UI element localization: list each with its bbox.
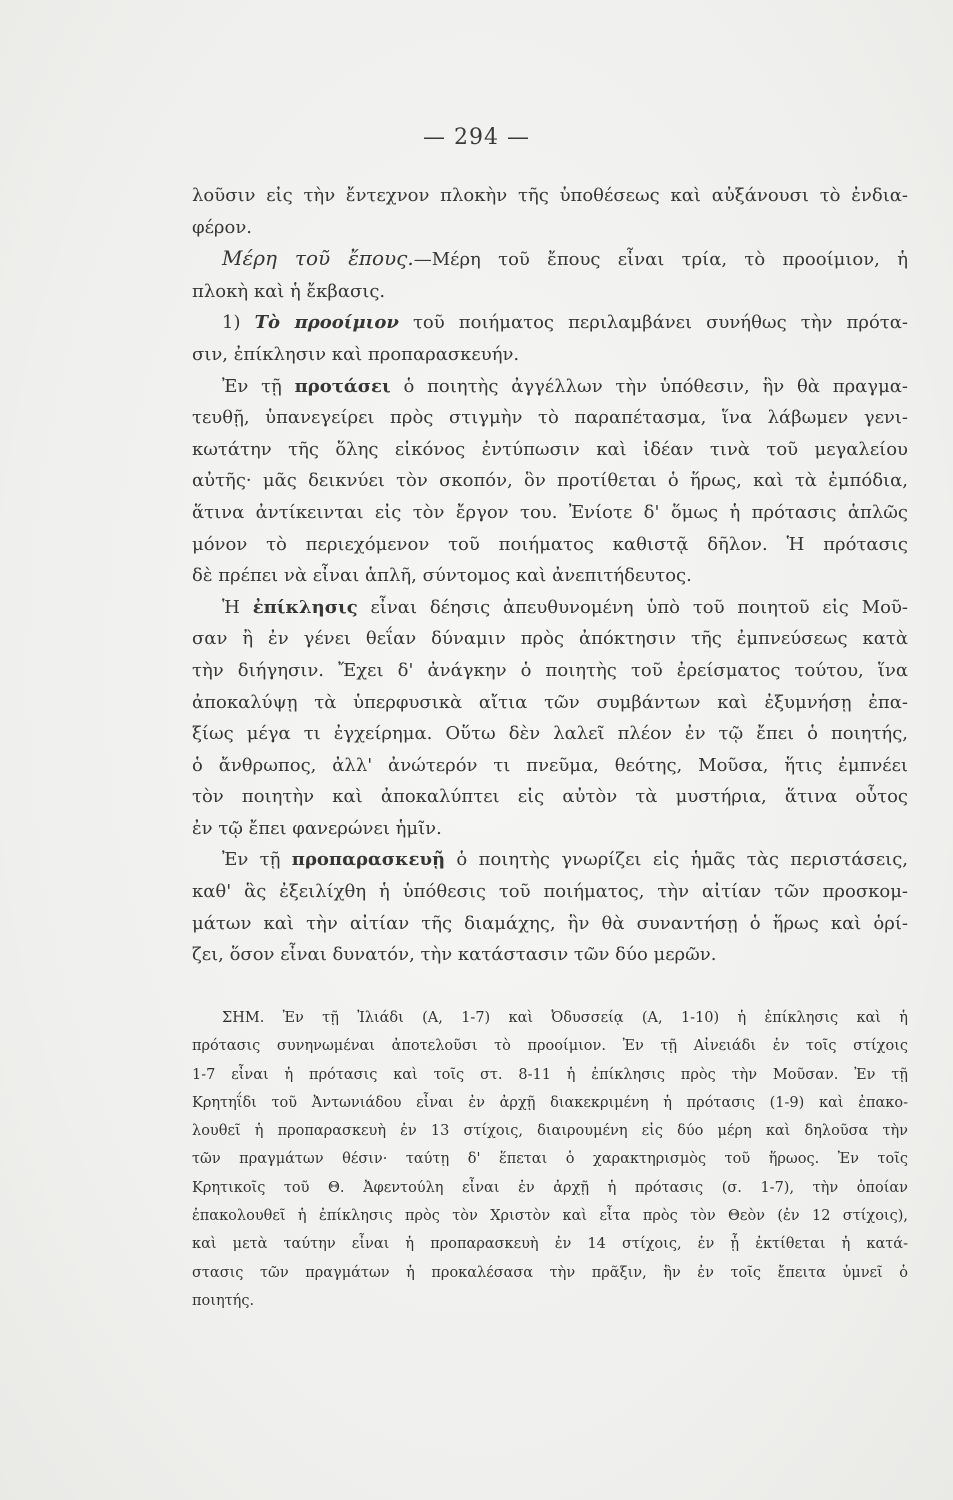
note-line: στασις τῶν πραγμάτων ἡ προκαλέσασα τὴν πρᾶξιν, ἣν ἐν τοῖς ἔπειτα ὑμνεῖ ὁ: [192, 1264, 908, 1281]
text-span: εἶναι δέησις ἀπευθυνομένη ὑπὸ τοῦ ποιητοῦ εἰς Μοῦ-: [357, 596, 908, 618]
text-line: [192, 592, 908, 624]
text-line: [192, 371, 908, 403]
text-line: τὸν ποιητὴν καὶ ἀποκαλύπτει εἰς αὐτὸν τὰ μυστήρια, ἅτινα οὗτος: [192, 786, 908, 808]
note-line: 1-7 εἶναι ἡ πρότασις καὶ τοῖς στ. 8-11 ἡ ἐπίκλησις πρὸς τὴν Μοῦσαν. Ἐν τῇ: [192, 1066, 908, 1083]
note-line: ἐπακολουθεῖ ἡ ἐπίκλησις πρὸς τὸν Χριστὸν καὶ εἶτα πρὸς τὸν Θεὸν (ἐν 12 στίχοις),: [192, 1208, 908, 1225]
term-proparaskevi: προπαρασκευῇ: [291, 849, 446, 871]
note-label: ΣΗΜ.: [222, 1010, 265, 1026]
note-line: [192, 1004, 908, 1032]
note-line: καὶ μετὰ ταύτην εἶναι ἡ προπαρασκευὴ ἐν 14 στίχοις, ἐν ᾗ ἐκτίθεται ἡ κατά-: [192, 1236, 908, 1253]
text-line: αὐτῆς· μᾶς δεικνύει τὸν σκοπόν, ὃν προτίθεται ὁ ἥρως, καὶ τὰ ἐμπόδια,: [192, 470, 908, 492]
text-span: ὁ ποιητὴς γνωρίζει εἰς ἡμᾶς τὰς περιστάσεις,: [445, 849, 909, 871]
term-epiklisis: ἐπίκλησις: [252, 596, 358, 618]
note-line: τῶν πραγμάτων θέσιν· ταύτῃ δ' ἕπεται ὁ χαρακτηρισμὸς τοῦ ἥρωος. Ἐν τοῖς: [192, 1151, 908, 1168]
note-line: πρότασις συνηνωμέναι ἀποτελοῦσι τὸ προοίμιον. Ἐν τῇ Αἰνειάδι ἐν τοῖς στίχοις: [192, 1038, 908, 1055]
note-line: Κρητηΐδι τοῦ Ἀντωνιάδου εἶναι ἐν ἀρχῇ διακεκριμένη ἡ πρότασις (1-9) καὶ ἐπακο-: [192, 1094, 908, 1111]
text-line: τὴν διήγησιν. Ἔχει δ' ἀνάγκην ὁ ποιητὴς τοῦ ἐρείσματος τούτου, ἵνα: [192, 659, 908, 681]
term-prooimion: Τὸ προοίμιον: [254, 312, 399, 334]
text-line: [192, 307, 908, 339]
text-span: Ἡ: [222, 596, 253, 618]
text-line: μάτων καὶ τὴν αἰτίαν τῆς διαμάχης, ἣν θὰ συναντήσῃ ὁ ἥρως καὶ ὁρί-: [192, 912, 908, 934]
text-span: Ἐν τῇ: [222, 375, 295, 397]
text-span: Ἐν τῇ Ἰλιάδι (Α, 1-7) καὶ Ὀδυσσείᾳ (Α, 1-10) ἡ ἐπίκλησις καὶ ἡ: [264, 1010, 908, 1026]
text-line: ἅτινα ἀντίκεινται εἰς τὸν ἔργον του. Ἐνίοτε δ' ὅμως ἡ πρότασις ἁπλῶς: [192, 501, 908, 523]
text-line: ὁ ἄνθρωπος, ἀλλ' ἀνώτερόν τι πνεῦμα, θεότης, Μοῦσα, ἥτις ἐμπνέει: [192, 754, 908, 776]
note-line: ποιητής.: [192, 1292, 255, 1309]
text-line: καθ' ἃς ἐξειλίχθη ἡ ὑπόθεσις τοῦ ποιήματος, τὴν αἰτίαν τῶν προσκομ-: [192, 881, 908, 903]
text-line: ἀποκαλύψῃ τὰ ὑπερφυσικὰ αἴτια τῶν συμβάντων καὶ ἐξυμνήσῃ ἐπα-: [192, 691, 908, 713]
text-line: ἐν τῷ ἔπει φανερώνει ἡμῖν.: [192, 817, 442, 839]
text-line: [192, 243, 908, 276]
section-heading: Μέρη τοῦ ἔπους.: [222, 246, 414, 271]
text-line: κωτάτην τῆς ὅλης εἰκόνος ἐντύπωσιν καὶ ἰδέαν τινὰ τοῦ μεγαλείου: [192, 438, 908, 460]
term-protasis: προτάσει: [294, 375, 391, 397]
main-text: [192, 180, 908, 971]
text-line: ζει, ὅσον εἶναι δυνατόν, τὴν κατάστασιν τῶν δύο μερῶν.: [192, 944, 717, 966]
text-line: λοῦσιν εἰς τὴν ἔντεχνον πλοκὴν τῆς ὑποθέσεως καὶ αὐξάνουσι τὸ ἐνδια-: [192, 185, 908, 206]
text-line: πλοκὴ καὶ ἡ ἔκβασις.: [192, 280, 386, 302]
text-span: τοῦ ποιήματος περιλαμβάνει συνήθως τὴν πρότα-: [398, 312, 908, 334]
page-number: — 294 —: [423, 125, 530, 150]
text-line: σαν ἢ ἐν γένει θεΐαν δύναμιν πρὸς ἀπόκτησιν τῆς ἐμπνεύσεως κατὰ: [192, 628, 908, 650]
footnote: [192, 1004, 908, 1315]
text-line: μόνον τὸ περιεχόμενον τοῦ ποιήματος καθιστᾷ δῆλον. Ἡ πρότασις: [192, 533, 908, 555]
text-line: σιν, ἐπίκλησιν καὶ προπαρασκευήν.: [192, 343, 520, 365]
text-line: φέρον.: [192, 216, 253, 238]
text-span: Ἐν τῇ: [222, 849, 292, 871]
note-line: λουθεῖ ἡ προπαρασκευὴ ἐν 13 στίχοις, διαιρουμένη εἰς δύο μέρη καὶ δηλοῦσα τὴν: [192, 1123, 908, 1140]
note-line: Κρητικοῖς τοῦ Θ. Ἀφεντούλη εἶναι ἐν ἀρχῇ ἡ πρότασις (σ. 1-7), τὴν ὁποίαν: [192, 1179, 908, 1196]
text-span: —Μέρη τοῦ ἔπους εἶναι τρία, τὸ προοίμιον, ἡ: [413, 249, 908, 271]
text-line: τευθῇ, ὑπανεγείρει πρὸς στιγμὴν τὸ παραπέτασμα, ἵνα λάβωμεν γενι-: [192, 407, 908, 429]
text-line: [192, 844, 908, 876]
text-span: ὁ ποιητὴς ἀγγέλλων τὴν ὑπόθεσιν, ἣν θὰ πραγμα-: [390, 375, 909, 397]
text-line: ξίως μέγα τι ἐγχείρημα. Οὕτω δὲν λαλεῖ πλέον ἐν τῷ ἔπει ὁ ποιητής,: [192, 723, 908, 745]
list-number: 1): [222, 312, 255, 334]
text-line: δὲ πρέπει νὰ εἶναι ἁπλῆ, σύντομος καὶ ἀνεπιτήδευτος.: [192, 565, 692, 587]
